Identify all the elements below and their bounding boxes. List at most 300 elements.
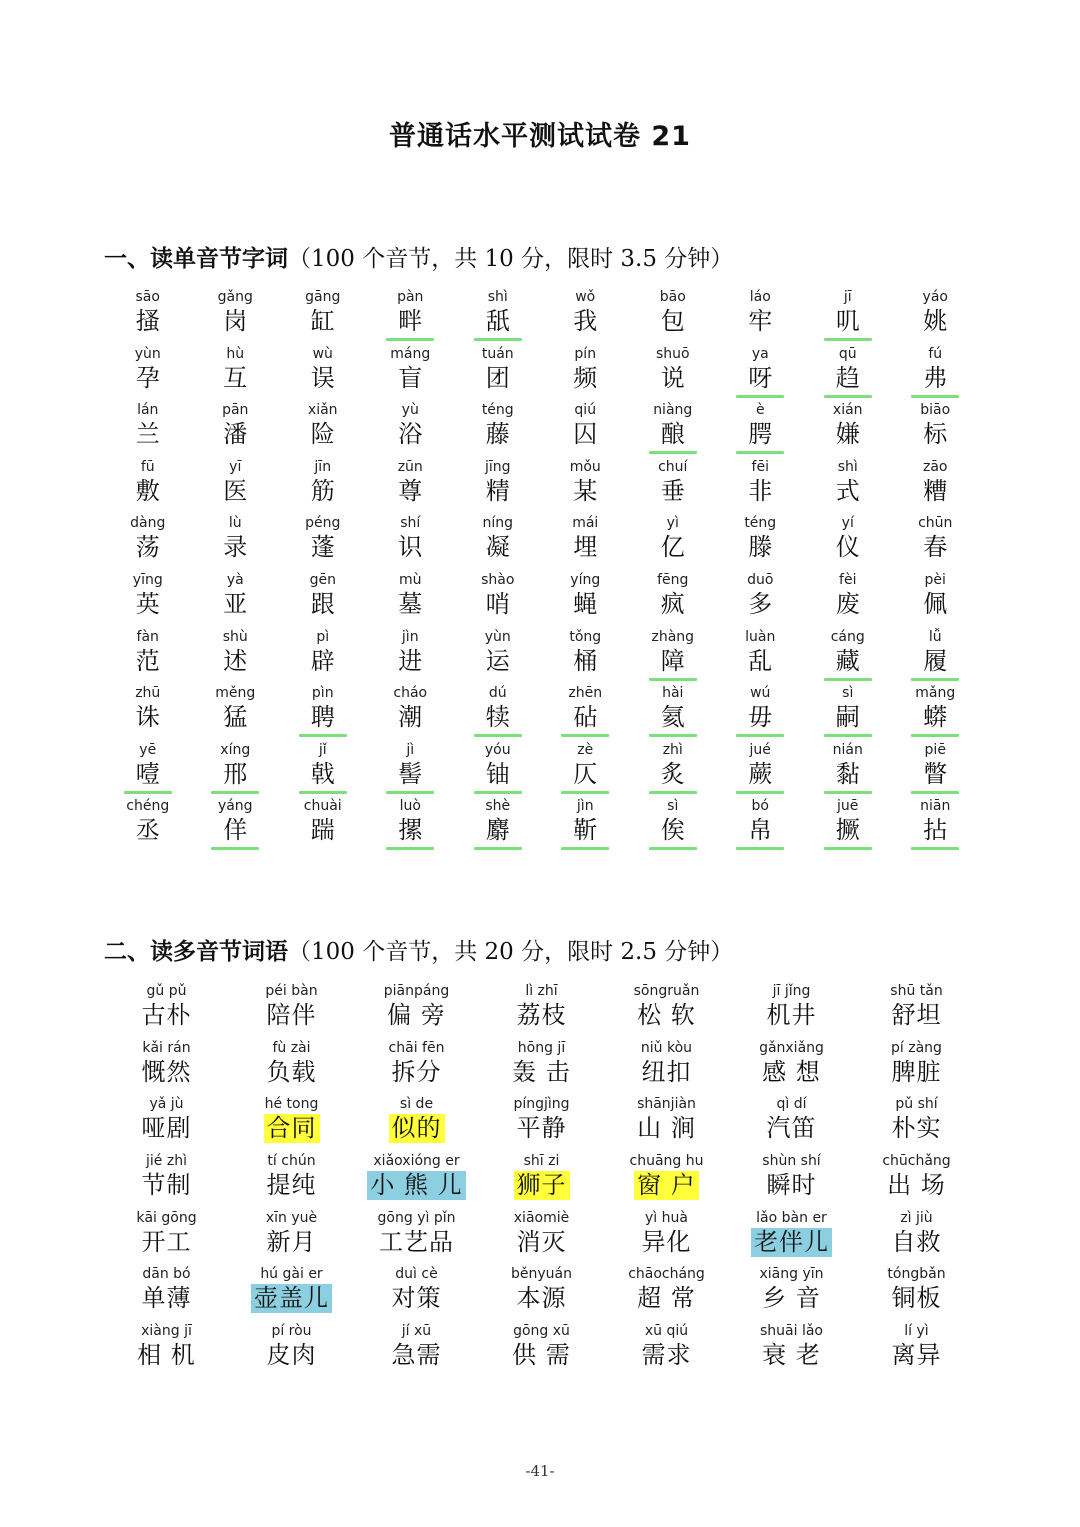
pinyin: téng	[481, 402, 514, 419]
hanzi: 识	[398, 533, 423, 562]
underline-mark	[911, 395, 959, 398]
char-cell	[367, 741, 455, 798]
char-cell	[542, 401, 630, 458]
hanzi: 乱	[748, 646, 773, 675]
char-cell	[629, 628, 717, 685]
hanzi: 履	[923, 646, 948, 675]
hanzi: 麝	[485, 816, 510, 845]
pinyin: pàn	[397, 289, 424, 305]
hanzi: 浴	[398, 420, 423, 449]
pinyin: pín	[574, 345, 597, 362]
pinyin: wú	[750, 685, 771, 702]
word-cell	[479, 1265, 604, 1322]
char-cell	[367, 345, 455, 402]
pinyin: jué	[749, 741, 771, 758]
underline-mark	[824, 734, 872, 737]
char-cell	[279, 797, 367, 854]
pinyin: shùn shí	[762, 1153, 821, 1170]
char-cell	[192, 345, 280, 402]
word: 相 机	[137, 1341, 196, 1370]
word-cell	[229, 1322, 354, 1379]
word: 供 需	[512, 1341, 571, 1370]
char-cell	[367, 514, 455, 571]
word-row	[104, 1265, 984, 1322]
char-cell	[717, 288, 805, 345]
char-cell	[192, 741, 280, 798]
char-cell	[717, 514, 805, 571]
pinyin: xiāomiè	[513, 1209, 570, 1226]
char-cell	[804, 401, 892, 458]
underline-mark	[824, 847, 872, 850]
multi-syllable-grid	[104, 982, 984, 1379]
word-row	[104, 1152, 984, 1209]
underline-mark	[911, 791, 959, 794]
hanzi: 铀	[485, 759, 510, 788]
hanzi: 邢	[223, 759, 248, 788]
hanzi: 氦	[660, 703, 685, 732]
char-cell	[104, 571, 192, 628]
pinyin: mǒu	[569, 458, 601, 475]
hanzi: 仪	[835, 533, 860, 562]
word-cell	[354, 1039, 479, 1096]
hanzi: 疯	[660, 589, 685, 618]
underline-mark	[649, 791, 697, 794]
pinyin: yù	[401, 402, 419, 419]
word-cell	[104, 1209, 229, 1266]
char-cell	[892, 288, 980, 345]
word: 需求	[641, 1341, 692, 1370]
pinyin: chāi fēn	[388, 1039, 445, 1056]
pinyin: xiǎn	[307, 402, 338, 419]
char-cell	[542, 288, 630, 345]
pinyin: jì	[406, 741, 415, 758]
hanzi: 佯	[223, 816, 248, 845]
section-2-note: （100 个音节，共 20 分，限时 2.5 分钟）	[288, 939, 734, 965]
pinyin: láo	[749, 289, 771, 305]
hanzi: 春	[923, 533, 948, 562]
char-row	[104, 571, 984, 628]
word-cell	[729, 1039, 854, 1096]
hanzi: 炙	[660, 759, 685, 788]
underline-mark	[124, 791, 172, 794]
word: 似的	[389, 1114, 445, 1143]
pinyin: shí	[400, 515, 421, 532]
char-row	[104, 345, 984, 402]
hanzi: 猛	[223, 703, 248, 732]
hanzi: 互	[223, 363, 248, 392]
char-row	[104, 741, 984, 798]
char-cell	[192, 401, 280, 458]
word: 自救	[891, 1227, 942, 1256]
pinyin: máng	[390, 345, 431, 362]
underline-mark	[474, 734, 522, 737]
char-cell	[629, 401, 717, 458]
pinyin: sì	[842, 685, 854, 702]
word-cell	[229, 1152, 354, 1209]
pinyin: bāo	[659, 289, 686, 305]
char-cell	[454, 628, 542, 685]
hanzi: 英	[135, 589, 160, 618]
pinyin: zāo	[923, 458, 948, 475]
word: 本源	[516, 1284, 567, 1313]
char-cell	[192, 514, 280, 571]
hanzi: 糟	[923, 476, 948, 505]
hanzi: 潮	[398, 703, 423, 732]
word: 工艺品	[379, 1227, 454, 1256]
word-cell	[104, 1265, 229, 1322]
word-row	[104, 982, 984, 1039]
pinyin: hé tong	[264, 1096, 319, 1113]
pinyin: yī	[229, 458, 242, 475]
pinyin: qū	[838, 345, 857, 362]
hanzi: 运	[485, 646, 510, 675]
pinyin: lù	[228, 515, 242, 532]
underline-mark	[474, 847, 522, 850]
hanzi: 佩	[923, 589, 948, 618]
word-cell	[479, 982, 604, 1039]
hanzi: 误	[310, 363, 335, 392]
underline-mark	[824, 338, 872, 341]
word: 提纯	[266, 1171, 317, 1200]
char-cell	[279, 514, 367, 571]
pinyin: mǎng	[915, 685, 956, 702]
char-cell	[104, 684, 192, 741]
char-cell	[192, 458, 280, 515]
pinyin: pìn	[311, 685, 334, 702]
pinyin: hài	[662, 685, 684, 702]
pinyin: běnyuán	[511, 1266, 572, 1283]
char-cell	[279, 458, 367, 515]
pinyin: chuí	[658, 458, 688, 475]
pinyin: yīng	[132, 571, 163, 588]
pinyin: fú	[928, 345, 943, 362]
underline-mark	[211, 791, 259, 794]
hanzi: 帛	[748, 816, 773, 845]
hanzi: 丞	[135, 816, 160, 845]
pinyin: niàng	[653, 402, 693, 419]
char-cell	[192, 797, 280, 854]
pinyin: jīng	[484, 458, 511, 475]
pinyin: mù	[398, 571, 422, 588]
hanzi: 敷	[135, 476, 160, 505]
char-cell	[892, 345, 980, 402]
pinyin: fēi	[751, 458, 769, 475]
char-cell	[542, 684, 630, 741]
pinyin: xū qiú	[644, 1323, 689, 1340]
char-cell	[454, 571, 542, 628]
word: 松 软	[637, 1001, 696, 1029]
word-cell	[104, 1152, 229, 1209]
pinyin: shuō	[655, 345, 690, 362]
char-cell	[717, 401, 805, 458]
char-cell	[454, 797, 542, 854]
hanzi: 筋	[310, 476, 335, 505]
word: 哑剧	[141, 1114, 192, 1143]
char-cell	[804, 514, 892, 571]
char-cell	[717, 628, 805, 685]
word: 拆分	[391, 1057, 442, 1086]
word: 老伴儿	[751, 1228, 832, 1257]
pinyin: pì	[316, 628, 330, 645]
word: 开工	[141, 1227, 192, 1256]
word-cell	[354, 1095, 479, 1152]
pinyin: gǔ pǔ	[146, 983, 187, 999]
hanzi: 录	[223, 533, 248, 562]
char-cell	[717, 797, 805, 854]
pinyin: pǔ shí	[895, 1096, 938, 1113]
hanzi: 孕	[135, 363, 160, 392]
underline-mark	[386, 338, 434, 341]
word: 急需	[391, 1341, 442, 1370]
pinyin: xīn yuè	[265, 1209, 318, 1226]
word: 异化	[641, 1227, 692, 1256]
char-cell	[454, 514, 542, 571]
word: 舒坦	[891, 1001, 942, 1029]
word: 乡 音	[762, 1284, 821, 1313]
char-cell	[804, 628, 892, 685]
char-cell	[629, 684, 717, 741]
underline-mark	[561, 791, 609, 794]
hanzi: 亚	[223, 589, 248, 618]
pinyin: tǒng	[569, 628, 602, 645]
pinyin: yí	[841, 515, 854, 532]
pinyin: gǎng	[217, 289, 253, 305]
hanzi: 撅	[835, 816, 860, 845]
word-cell	[479, 1095, 604, 1152]
pinyin: shū tǎn	[890, 983, 943, 999]
hanzi: 黏	[835, 759, 860, 788]
underline-mark	[911, 847, 959, 850]
pinyin: pèi	[924, 571, 946, 588]
pinyin: bó	[751, 798, 769, 815]
hanzi: 包	[660, 307, 685, 335]
hanzi: 叽	[835, 307, 860, 335]
pinyin: niǔ kòu	[640, 1039, 693, 1056]
pinyin: téng	[744, 515, 777, 532]
char-row	[104, 684, 984, 741]
underline-mark	[824, 791, 872, 794]
underline-mark	[299, 734, 347, 737]
hanzi: 嗣	[835, 703, 860, 732]
word-row	[104, 1322, 984, 1379]
char-cell	[454, 345, 542, 402]
hanzi: 踹	[310, 816, 335, 845]
underline-mark	[211, 847, 259, 850]
pinyin: lǎo bàn er	[756, 1209, 827, 1226]
hanzi: 式	[835, 476, 860, 505]
char-cell	[629, 288, 717, 345]
char-cell	[629, 741, 717, 798]
pinyin: zhàng	[651, 628, 695, 645]
underline-mark	[736, 847, 784, 850]
pinyin: xiǎoxióng er	[373, 1153, 460, 1170]
word-cell	[604, 982, 729, 1039]
hanzi: 戟	[310, 759, 335, 788]
hanzi: 滕	[748, 533, 773, 562]
char-cell	[542, 571, 630, 628]
hanzi: 险	[310, 420, 335, 449]
char-cell	[104, 797, 192, 854]
hanzi: 辟	[310, 646, 335, 675]
word: 壶盖儿	[251, 1284, 332, 1313]
word-cell	[854, 1152, 979, 1209]
word: 负载	[266, 1057, 317, 1086]
word: 平静	[516, 1114, 567, 1143]
word-cell	[354, 982, 479, 1039]
pinyin: lì zhī	[525, 983, 558, 999]
pinyin: yóu	[484, 741, 511, 758]
underline-mark	[474, 338, 522, 341]
char-cell	[454, 741, 542, 798]
char-cell	[629, 458, 717, 515]
section-1-title: 一、读单音节字词	[104, 246, 288, 272]
underline-mark	[649, 734, 697, 737]
word: 对策	[391, 1284, 442, 1313]
char-cell	[892, 514, 980, 571]
word: 离异	[891, 1341, 942, 1370]
pinyin: chūn	[918, 515, 953, 532]
hanzi: 姚	[923, 307, 948, 335]
char-cell	[192, 628, 280, 685]
underline-mark	[911, 734, 959, 737]
hanzi: 进	[398, 646, 423, 675]
hanzi: 团	[485, 363, 510, 392]
pinyin: lí yì	[904, 1323, 929, 1340]
char-cell	[454, 458, 542, 515]
pinyin: zhì	[662, 741, 683, 758]
pinyin: gǎnxiǎng	[759, 1039, 824, 1056]
char-row	[104, 401, 984, 458]
hanzi: 岗	[223, 307, 248, 335]
char-cell	[192, 684, 280, 741]
pinyin: xián	[832, 402, 863, 419]
word: 合同	[264, 1114, 320, 1143]
hanzi: 缸	[310, 307, 335, 335]
char-cell	[192, 571, 280, 628]
pinyin: jǐ	[318, 741, 327, 758]
word-cell	[604, 1265, 729, 1322]
pinyin: chéng	[126, 798, 170, 815]
char-cell	[804, 797, 892, 854]
pinyin: fū	[140, 458, 155, 475]
pinyin: biāo	[920, 402, 951, 419]
word: 瞬时	[766, 1171, 817, 1200]
word: 狮子	[514, 1171, 570, 1200]
underline-mark	[649, 847, 697, 850]
pinyin: dàng	[130, 515, 166, 532]
hanzi: 髻	[398, 759, 423, 788]
word-cell	[104, 1322, 229, 1379]
word-cell	[229, 1209, 354, 1266]
pinyin: jī	[843, 289, 852, 305]
hanzi: 噎	[135, 759, 160, 788]
char-row	[104, 514, 984, 571]
hanzi: 呀	[748, 363, 773, 392]
char-cell	[104, 345, 192, 402]
pinyin: niān	[920, 798, 951, 815]
word: 单薄	[141, 1284, 192, 1313]
underline-mark	[736, 395, 784, 398]
pinyin: kāi gōng	[136, 1209, 197, 1226]
char-cell	[279, 345, 367, 402]
hanzi: 舐	[485, 307, 510, 335]
hanzi: 亿	[660, 533, 685, 562]
word-row	[104, 1095, 984, 1152]
word-row	[104, 1209, 984, 1266]
section-2-title: 二、读多音节词语	[104, 939, 288, 965]
word-cell	[604, 1322, 729, 1379]
word: 窗 户	[634, 1171, 699, 1200]
word-cell	[229, 1039, 354, 1096]
hanzi: 藏	[835, 646, 860, 675]
hanzi: 废	[835, 589, 860, 618]
pinyin: cáng	[830, 628, 865, 645]
word: 超 常	[637, 1284, 696, 1313]
pinyin: yíng	[570, 571, 601, 588]
pinyin: yē	[139, 741, 157, 758]
hanzi: 囚	[573, 420, 598, 449]
hanzi: 牢	[748, 307, 773, 335]
word: 陪伴	[266, 1001, 317, 1029]
pinyin: duō	[747, 571, 774, 588]
word-cell	[479, 1322, 604, 1379]
hanzi: 障	[660, 646, 685, 675]
pinyin: sāo	[135, 289, 160, 305]
hanzi: 某	[573, 476, 598, 505]
word-cell	[604, 1095, 729, 1152]
char-cell	[892, 797, 980, 854]
hanzi: 哨	[485, 589, 510, 618]
word: 纽扣	[641, 1057, 692, 1086]
hanzi: 畔	[398, 307, 423, 335]
char-cell	[367, 684, 455, 741]
word-cell	[729, 1152, 854, 1209]
char-cell	[104, 741, 192, 798]
word: 衰 老	[762, 1341, 821, 1370]
pinyin: juē	[837, 798, 859, 815]
hanzi: 蟒	[923, 703, 948, 732]
word: 节制	[141, 1171, 192, 1200]
hanzi: 埋	[573, 533, 598, 562]
char-cell	[542, 514, 630, 571]
pinyin: yáo	[922, 289, 948, 305]
single-syllable-grid	[104, 288, 984, 854]
word-cell	[729, 1322, 854, 1379]
word-cell	[229, 982, 354, 1039]
section-1-note: （100 个音节，共 10 分，限时 3.5 分钟）	[288, 246, 734, 272]
word-cell	[104, 1095, 229, 1152]
underline-mark	[824, 678, 872, 681]
char-cell	[279, 628, 367, 685]
pinyin: pí zàng	[891, 1039, 942, 1056]
hanzi: 凝	[485, 533, 510, 562]
char-cell	[279, 684, 367, 741]
char-cell	[804, 571, 892, 628]
char-cell	[717, 345, 805, 402]
word-cell	[729, 982, 854, 1039]
word: 汽笛	[766, 1114, 817, 1143]
word-cell	[854, 982, 979, 1039]
pinyin: chāocháng	[628, 1266, 705, 1283]
char-cell	[454, 401, 542, 458]
pinyin: piānpáng	[383, 983, 450, 999]
hanzi: 频	[573, 363, 598, 392]
pinyin: yǎ jù	[149, 1096, 184, 1113]
underline-mark	[911, 678, 959, 681]
pinyin: gāng	[305, 289, 341, 305]
pinyin: tuán	[481, 345, 514, 362]
hanzi: 靳	[573, 816, 598, 845]
